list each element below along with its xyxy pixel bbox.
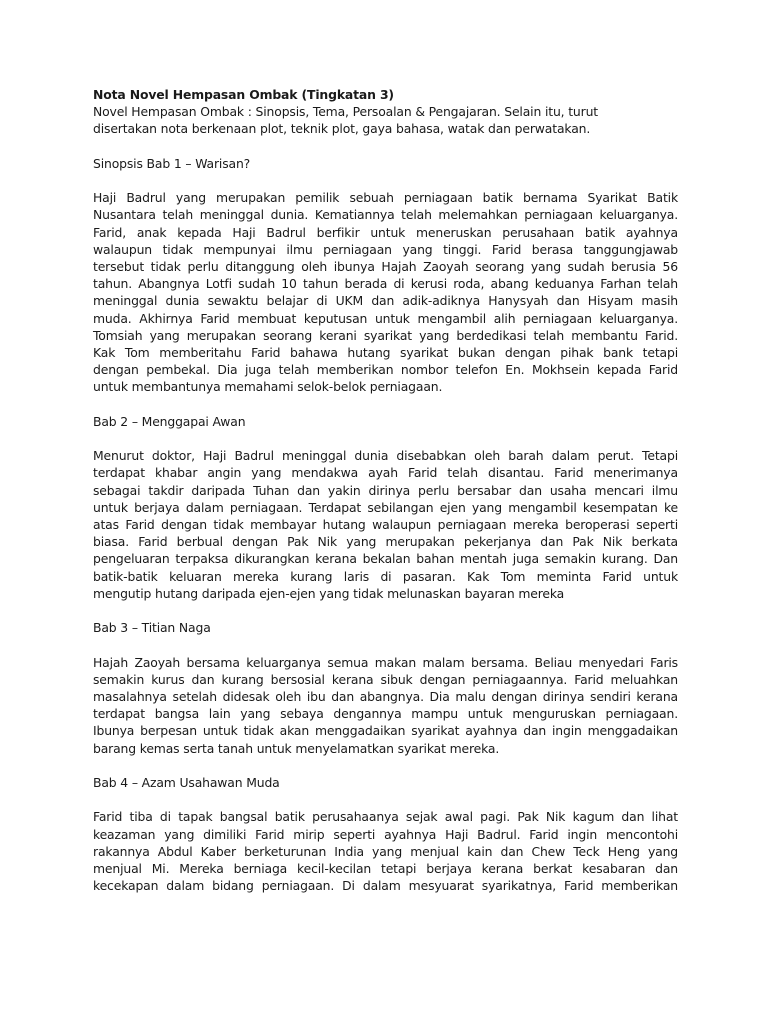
section-paragraph [93, 447, 678, 602]
paragraph-line: terdapat bangsa lain yang sebaya dengannya mampu untuk menguruskan perniagaan. [93, 706, 678, 722]
paragraph-line: keazaman yang dimiliki Farid mirip seperti ayahnya Haji Badrul. Farid ingin mencontohi [93, 826, 678, 842]
paragraph-line: Nusantara telah meninggal dunia. Kematiannya telah melemahkan perniagaan keluarganya. [93, 207, 678, 223]
intro-line: Novel Hempasan Ombak : Sinopsis, Tema, Persoalan & Pengajaran. Selain itu, turut [93, 104, 598, 120]
paragraph-line: untuk berjaya dalam perniagaan. Terdapat sebilangan ejen yang mengambil kesempatan ke [93, 499, 678, 515]
section-heading: Bab 3 – Titian Naga [93, 620, 211, 636]
spacer [93, 396, 678, 413]
paragraph-line: barang kemas serta tanah untuk menyelamatkan syarikat mereka. [93, 740, 500, 756]
section-heading: Bab 4 – Azam Usahawan Muda [93, 775, 280, 791]
paragraph-line: atas Farid dengan tidak membayar hutang walaupun perniagaan mereka beroperasi seperti [93, 517, 678, 533]
document-page [93, 86, 678, 894]
paragraph-line: semakin kurus dan kurang bersosial kerana sibuk dengan perniagaannya. Farid meluahkan [93, 671, 678, 687]
section-heading: Bab 2 – Menggapai Awan [93, 413, 246, 429]
paragraph-line: kecekapan dalam bidang perniagaan. Di dalam mesyuarat syarikatnya, Farid memberikan [93, 878, 678, 894]
spacer [93, 791, 678, 808]
paragraph-line: Ibunya berpesan untuk tidak akan menggadaikan syarikat ayahnya dan ingin menggadaikan [93, 723, 678, 739]
spacer [93, 602, 678, 619]
paragraph-line: dengan pembekal. Dia juga telah memberikan nombor telefon En. Mokhsein kepada Farid [93, 362, 678, 378]
paragraph-line: meninggal dunia sewaktu belajar di UKM dan adik-adiknya Hanysyah dan Hisyam masih [93, 293, 678, 309]
paragraph-line: tahun. Abangnya Lotfi sudah 10 tahun berada di kerusi roda, abang keduanya Farhan telah [93, 276, 678, 292]
paragraph-line: mengutip hutang daripada ejen-ejen yang tidak melunaskan bayaran mereka [93, 585, 565, 601]
section-paragraph [93, 189, 678, 395]
section-heading: Sinopsis Bab 1 – Warisan? [93, 155, 251, 171]
paragraph-line: sebagai takdir daripada Tuhan dan yakin dirinya perlu bersabar dan usaha mencari ilmu [93, 482, 678, 498]
spacer [93, 138, 678, 155]
spacer [93, 430, 678, 447]
spacer [93, 636, 678, 653]
paragraph-line: rakannya Abdul Kaber berketurunan India yang menjual kain dan Chew Teck Heng yang [93, 843, 678, 859]
intro-line: disertakan nota berkenaan plot, teknik plot, gaya bahasa, watak dan perwatakan. [93, 121, 591, 137]
paragraph-line: pengeluaran terpaksa dikurangkan kerana bekalan bahan mentah juga semakin kurang. Dan [93, 551, 678, 567]
paragraph-line: walaupun tidak mempunyai ilmu perniagaan yang tinggi. Farid berasa tanggungjawab [93, 241, 678, 257]
paragraph-line: masalahnya setelah didesak oleh ibu dan abangnya. Dia malu dengan dirinya sendiri kerana [93, 689, 678, 705]
paragraph-line: batik-batik keluaran mereka kurang laris di pasaran. Kak Tom meminta Farid untuk [93, 568, 678, 584]
paragraph-line: untuk membantunya memahami selok-belok perniagaan. [93, 379, 443, 395]
spacer [93, 757, 678, 774]
paragraph-line: Tomsiah yang merupakan seorang kerani syarikat yang berdedikasi telah membantu Farid. [93, 327, 678, 343]
paragraph-line: terdapat khabar angin yang mendakwa ayah Farid telah disantau. Farid menerimanya [93, 465, 678, 481]
section-paragraph [93, 654, 678, 757]
paragraph-line: menjual Mi. Mereka berniaga kecil-kecilan tetapi berjaya kerana berkat kesabaran dan [93, 861, 678, 877]
section-paragraph [93, 808, 678, 894]
document-title: Nota Novel Hempasan Ombak (Tingkatan 3) [93, 87, 394, 102]
paragraph-line: Menurut doktor, Haji Badrul meninggal dunia disebabkan oleh barah dalam perut. Tetapi [93, 448, 678, 464]
paragraph-line: Farid tiba di tapak bangsal batik perusahaanya sejak awal pagi. Pak Nik kagum dan lihat [93, 809, 678, 825]
paragraph-line: Kak Tom memberitahu Farid bahawa hutang syarikat bukan dengan pihak bank tetapi [93, 345, 678, 361]
paragraph-line: Haji Badrul yang merupakan pemilik sebuah perniagaan batik bernama Syarikat Batik [93, 190, 678, 206]
paragraph-line: tersebut tidak perlu ditanggung oleh ibunya Hajah Zaoyah seorang yang sudah berusia 56 [93, 259, 678, 274]
paragraph-line: muda. Akhirnya Farid membuat keputusan untuk mengambil alih perniagaan keluarganya. [93, 310, 678, 326]
spacer [93, 172, 678, 189]
paragraph-line: biasa. Farid berbual dengan Pak Nik yang merupakan pekerjanya dan Pak Nik berkata [93, 534, 678, 550]
paragraph-line: Hajah Zaoyah bersama keluarganya semua makan malam bersama. Beliau menyedari Faris [93, 654, 678, 670]
paragraph-line: Farid, anak kepada Haji Badrul berfikir untuk meneruskan perusahaan batik ayahnya [93, 224, 678, 240]
